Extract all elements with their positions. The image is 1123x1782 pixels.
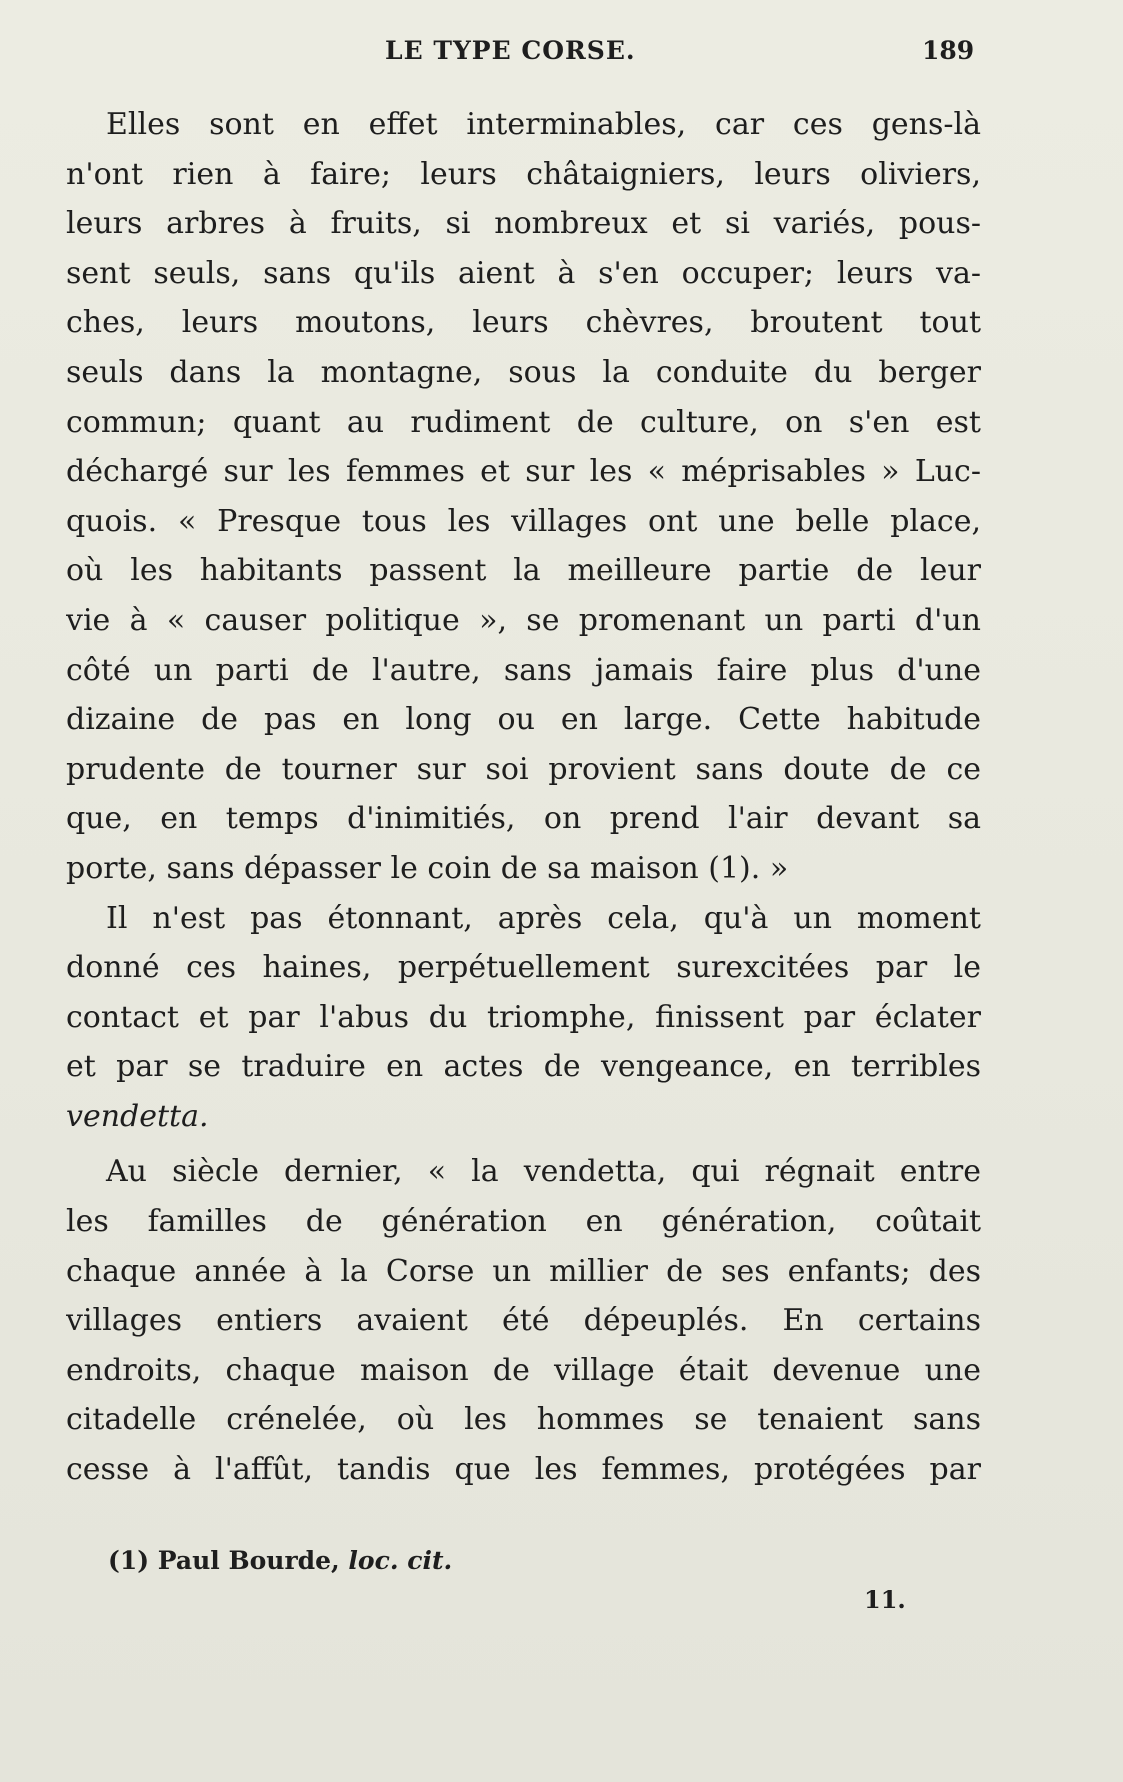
text-line: quois. « Presque tous les villages ont une belle place, xyxy=(66,503,981,539)
body-text xyxy=(66,100,981,1495)
running-head xyxy=(0,36,1123,76)
text-line: seuls dans la montagne, sous la conduite du berger xyxy=(66,354,981,390)
text-line: chaque année à la Corse un millier de ses enfants; des xyxy=(66,1253,981,1289)
running-title: LE TYPE CORSE. xyxy=(385,36,636,65)
text-line: Il n'est pas étonnant, après cela, qu'à un moment xyxy=(106,900,981,936)
footnote xyxy=(108,1546,452,1575)
text-line: n'ont rien à faire; leurs châtaigniers, leurs oliviers, xyxy=(66,156,981,192)
text-line: leurs arbres à fruits, si nombreux et si variés, pous- xyxy=(66,206,981,242)
text-line: porte, sans dépasser le coin de sa maison (1). » xyxy=(66,850,789,886)
text-line: contact et par l'abus du triomphe, finissent par éclater xyxy=(66,999,981,1035)
text-line: dizaine de pas en long ou en large. Cette habitude xyxy=(66,702,981,738)
text-line: villages entiers avaient été dépeuplés. En certains xyxy=(66,1303,981,1339)
text-line: prudente de tourner sur soi provient sans doute de ce xyxy=(66,751,981,787)
text-line: côté un parti de l'autre, sans jamais faire plus d'une xyxy=(66,652,981,688)
text-line: vie à « causer politique », se promenant un parti d'un xyxy=(66,602,981,638)
text-line: vendetta. xyxy=(66,1098,209,1134)
footnote-reference: (1) Paul Bourde, xyxy=(108,1546,340,1575)
page-number: 189 xyxy=(922,36,975,65)
signature-mark: 11. xyxy=(864,1585,906,1614)
text-line: donné ces haines, perpétuellement surexcitées par le xyxy=(66,950,981,986)
text-line: déchargé sur les femmes et sur les « méprisables » Luc- xyxy=(66,454,981,490)
text-line: que, en temps d'inimitiés, on prend l'air devant sa xyxy=(66,801,981,837)
text-line: cesse à l'affût, tandis que les femmes, protégées par xyxy=(66,1452,981,1488)
text-line: citadelle crénelée, où les hommes se tenaient sans xyxy=(66,1402,981,1438)
footnote-citation: loc. cit. xyxy=(348,1546,453,1575)
text-line: les familles de génération en génération, coûtait xyxy=(66,1204,981,1240)
text-line: et par se traduire en actes de vengeance, en terribles xyxy=(66,1049,981,1085)
text-line: sent seuls, sans qu'ils aient à s'en occuper; leurs va- xyxy=(66,255,981,291)
text-line: commun; quant au rudiment de culture, on s'en est xyxy=(66,404,981,440)
text-line: ches, leurs moutons, leurs chèvres, broutent tout xyxy=(66,305,981,341)
text-line: endroits, chaque maison de village était devenue une xyxy=(66,1352,981,1388)
text-line: où les habitants passent la meilleure partie de leur xyxy=(66,553,981,589)
text-line: Elles sont en effet interminables, car ces gens-là xyxy=(106,107,981,142)
text-line: Au siècle dernier, « la vendetta, qui régnait entre xyxy=(106,1154,981,1190)
